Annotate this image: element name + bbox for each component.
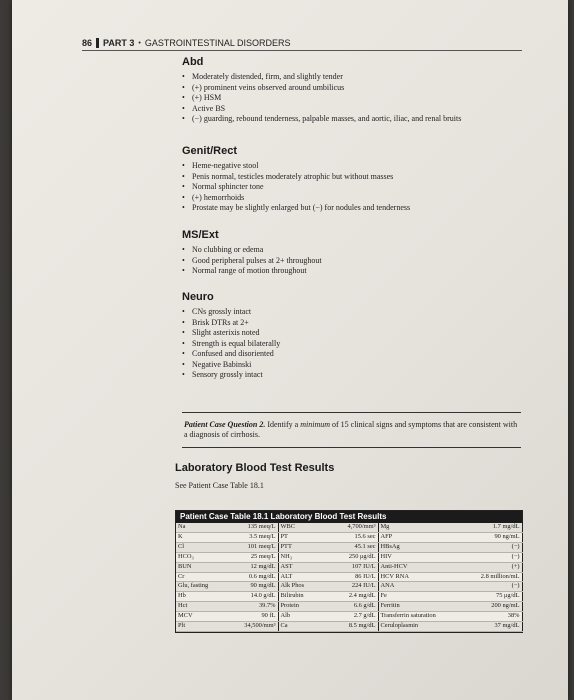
lab-value-cell: 90 fL [224,612,278,622]
lab-test-cell: WBC [278,523,324,532]
lab-test-cell: HCV RNA [378,572,436,582]
lab-test-cell: ALT [278,572,324,582]
patient-case-question [182,412,521,448]
table-row [176,602,522,612]
table-row [176,552,522,562]
list-item: • Good peripheral pulses at 2+ throughout [182,256,522,267]
lab-value-cell: 0.6 mg/dL [224,572,278,582]
table-row [176,572,522,582]
section-neuro [182,291,522,381]
lab-test-cell: BUN [176,562,224,572]
list-item: • Strength is equal bilaterally [182,339,522,350]
lab-value-cell: 15.6 sec [324,532,378,542]
lab-value-cell: 4,700/mm³ [324,523,378,532]
lab-test-cell: NH₃ [278,552,324,562]
finding-list [182,307,522,381]
list-item: • Normal range of motion throughout [182,266,522,277]
part-label: PART 3 [103,38,135,48]
lab-value-cell: 37 mg/dL [436,622,522,632]
list-item: • Sensory grossly intact [182,370,522,381]
section-abd [182,56,522,125]
list-item: • Normal sphincter tone [182,182,522,193]
finding-list [182,161,522,214]
lab-test-cell: PT [278,532,324,542]
lab-test-cell: AST [278,562,324,572]
lab-value-cell: 90 mg/dL [224,582,278,592]
lab-test-cell: K [176,532,224,542]
lab-value-cell: 1.7 mg/dL [436,523,522,532]
list-item: • Prostate may be slightly enlarged but (−) for nodules and tenderness [182,203,522,214]
table-row [176,582,522,592]
lab-value-cell: 25 meq/L [224,552,278,562]
case-question-emphasis: minimum [300,420,330,429]
lab-test-cell: Alb [278,612,324,622]
header-bar [96,38,99,48]
lab-value-cell: 135 meq/L [224,523,278,532]
list-item: • (−) guarding, rebound tenderness, palpable masses, and aortic, iliac, and renal bruits [182,114,522,125]
lab-value-cell: 2.4 mg/dL [324,592,378,602]
section-heading: Neuro [182,291,214,303]
list-item: • (+) prominent veins observed around umbilicus [182,83,522,94]
table-row [176,612,522,622]
table-body [176,523,522,631]
lab-test-cell: HBsAg [378,542,436,552]
lab-test-cell: PTT [278,542,324,552]
list-item: • (+) HSM [182,93,522,104]
lab-value-cell: (−) [436,542,522,552]
case-question-text-after: of 15 clinical signs and symptoms that are consistent with a diagnosis of cirrhosis. [184,420,518,439]
lab-value-cell: 3.5 meq/L [224,532,278,542]
lab-value-cell: 101 meq/L [224,542,278,552]
lab-test-cell: Hb [176,592,224,602]
list-item: • CNs grossly intact [182,307,522,318]
header-rule [82,50,522,51]
lab-test-cell: Plt [176,622,224,632]
lab-test-cell: HIV [378,552,436,562]
table-row [176,542,522,552]
finding-list [182,72,522,125]
lab-test-cell: Na [176,523,224,532]
list-item: • (+) hemorrhoids [182,193,522,204]
lab-value-cell: 75 μg/dL [436,592,522,602]
lab-value-cell: 34,500/mm³ [224,622,278,632]
lab-test-cell: Bilirubin [278,592,324,602]
lab-test-cell: Fe [378,592,436,602]
lab-value-cell: 38% [436,612,522,622]
lab-test-cell: AFP [378,532,436,542]
list-item: • Moderately distended, firm, and slightly tender [182,72,522,83]
case-question-text-before: Identify a [267,420,299,429]
table-row [176,523,522,532]
lab-value-cell: 8.5 mg/dL [324,622,378,632]
lab-value-cell: 14.0 g/dL [224,592,278,602]
list-item: • Confused and disoriented [182,349,522,360]
list-item: • No clubbing or edema [182,245,522,256]
lab-value-cell: 12 mg/dL [224,562,278,572]
lab-test-cell: Ca [278,622,324,632]
table-row [176,592,522,602]
lab-value-cell: 6.6 g/dL [324,602,378,612]
header-separator: • [138,39,141,47]
lab-value-cell: 86 IU/L [324,572,378,582]
section-heading: Genit/Rect [182,145,238,157]
table-row [176,532,522,542]
lab-test-cell: HCO₃ [176,552,224,562]
lab-test-cell: Cr [176,572,224,582]
lab-value-cell: 39.7% [224,602,278,612]
lab-test-cell: Protein [278,602,324,612]
lab-test-cell: ANA [378,582,436,592]
list-item: • Slight asterixis noted [182,328,522,339]
lab-test-cell: Glu, fasting [176,582,224,592]
lab-test-cell: Transferrin saturation [378,612,436,622]
section-ms-ext [182,229,522,277]
finding-list [182,245,522,277]
lab-value-cell: (+) [436,562,522,572]
running-header [82,38,522,48]
lab-value-cell: (−) [436,552,522,562]
lab-value-cell: 2.8 million/mL [436,572,522,582]
case-question-label: Patient Case Question 2. [184,420,266,429]
list-item: • Heme-negative stool [182,161,522,172]
chapter-title: GASTROINTESTINAL DISORDERS [144,38,291,48]
lab-value-cell: 90 ng/mL [436,532,522,542]
list-item: • Negative Babinski [182,360,522,371]
lab-value-cell: 2.7 g/dL [324,612,378,622]
list-item: • Penis normal, testicles moderately atrophic but without masses [182,172,522,183]
lab-test-cell: MCV [176,612,224,622]
table-title: Patient Case Table 18.1 Laboratory Blood Test Results [176,511,522,523]
lab-results-subtitle: See Patient Case Table 18.1 [175,481,264,490]
book-page [12,0,568,700]
lab-results-table [175,510,523,633]
list-item: • Active BS [182,104,522,115]
lab-test-cell: Ceruloplasmin [378,622,436,632]
lab-value-cell: 107 IU/L [324,562,378,572]
section-genit-rect [182,145,522,214]
list-item: • Brisk DTRs at 2+ [182,318,522,329]
table-row [176,562,522,572]
section-heading: Abd [182,56,204,68]
section-heading: MS/Ext [182,229,219,241]
lab-test-cell: Cl [176,542,224,552]
lab-test-cell: Ferritin [378,602,436,612]
page-number: 86 [82,38,93,48]
lab-test-cell: Mg [378,523,436,532]
lab-value-cell: 200 ng/mL [436,602,522,612]
lab-test-cell: Alk Phos [278,582,324,592]
lab-value-cell: (−) [436,582,522,592]
lab-value-cell: 224 IU/L [324,582,378,592]
lab-test-cell: Anti-HCV [378,562,436,572]
lab-test-cell: Hct [176,602,224,612]
lab-value-cell: 250 μg/dL [324,552,378,562]
lab-value-cell: 45.1 sec [324,542,378,552]
lab-results-heading: Laboratory Blood Test Results [175,462,335,474]
table-row [176,622,522,632]
